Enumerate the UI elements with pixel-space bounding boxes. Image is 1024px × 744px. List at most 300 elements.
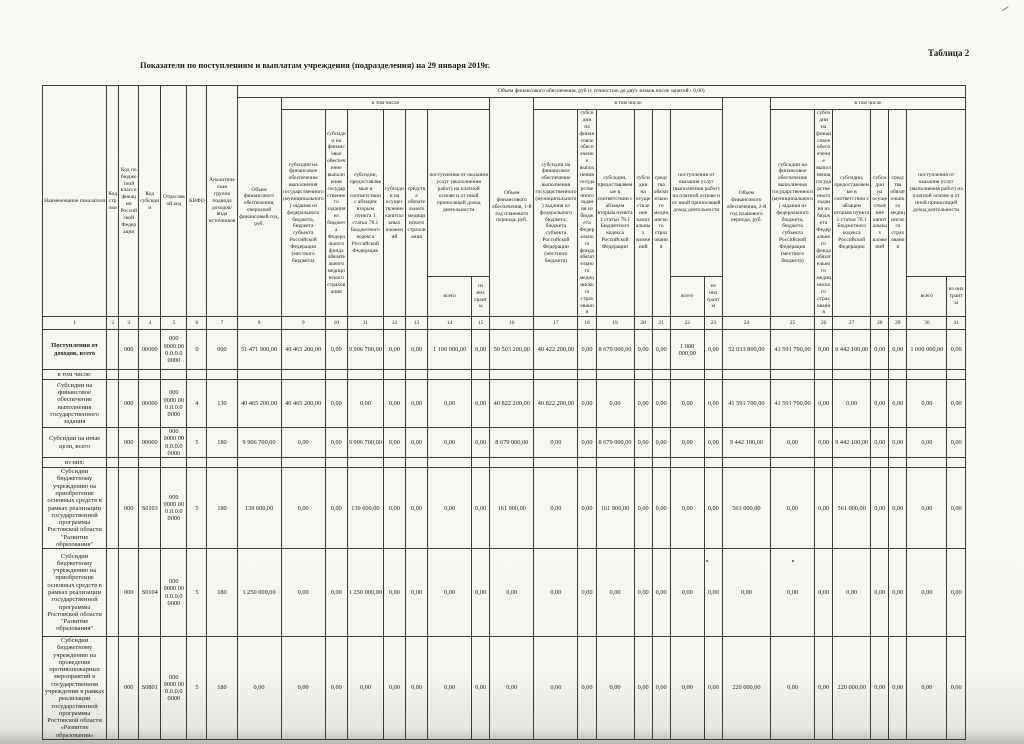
value-cell: 0,00 — [889, 549, 907, 637]
value-cell — [281, 458, 325, 468]
value-cell — [107, 468, 119, 549]
row-name-cell: из них: — [43, 458, 107, 468]
header-sub-781-1: субсидии, предоставляемые в соответствии с абзацем вторым пункта 1 статьи 78.1 Бюджетного кодекса Российской Федерации — [347, 110, 383, 317]
value-cell: 161 900,00 — [596, 468, 634, 549]
value-cell: 0,00 — [722, 549, 770, 637]
value-cell — [119, 458, 139, 468]
value-cell: 0,00 — [770, 468, 814, 549]
value-cell: 0,00 — [907, 428, 947, 458]
value-cell — [907, 370, 947, 380]
value-cell: 0,00 — [383, 330, 405, 370]
header-sub-kap-2: субсидии на осуществление капитальных вложений — [634, 110, 652, 317]
value-cell: 000 0000 00 0.0.0.0 0000 — [161, 380, 187, 428]
value-cell: 180 — [207, 549, 237, 637]
value-cell: 00000 — [139, 428, 161, 458]
column-number: 22 — [670, 317, 704, 330]
value-cell: 0,00 — [347, 637, 383, 740]
value-cell: 000 — [119, 380, 139, 428]
value-cell — [596, 370, 634, 380]
column-number: 27 — [833, 317, 871, 330]
value-cell: 1 250 000,00 — [237, 549, 281, 637]
value-cell: 0,00 — [325, 380, 347, 428]
value-cell: 0 — [187, 330, 207, 370]
value-cell — [947, 370, 966, 380]
header-oms-1: средства обязательного медицинского страхования — [405, 110, 427, 317]
value-cell — [187, 370, 207, 380]
value-cell — [889, 458, 907, 468]
value-cell: 180 — [207, 637, 237, 740]
header-code-line: Код строки — [107, 86, 119, 317]
header-sub-kap-1: субсидии на осуществление капитальных вложений — [383, 110, 405, 317]
value-cell: 0,00 — [871, 330, 889, 370]
column-number: 2 — [107, 317, 119, 330]
value-cell — [428, 370, 472, 380]
header-name: Наименование показателя — [43, 86, 107, 317]
row-name-cell: Поступления от доходов, всего — [43, 330, 107, 370]
value-cell: 41 591 700,00 — [770, 380, 814, 428]
value-cell: 0,00 — [704, 637, 722, 740]
value-cell: 0,00 — [428, 428, 472, 458]
column-number: 13 — [405, 317, 427, 330]
value-cell — [161, 458, 187, 468]
column-number: 29 — [889, 317, 907, 330]
value-cell: 0,00 — [281, 549, 325, 637]
value-cell: 0,00 — [383, 637, 405, 740]
value-cell: 0,00 — [670, 549, 704, 637]
value-cell — [490, 458, 534, 468]
column-number: 1 — [43, 317, 107, 330]
value-cell — [325, 458, 347, 468]
section-row — [43, 370, 966, 380]
value-cell — [187, 458, 207, 468]
value-cell: 139 600,00 — [347, 468, 383, 549]
column-number: 6 — [187, 317, 207, 330]
value-cell: 0,00 — [652, 380, 670, 428]
value-cell — [670, 458, 704, 468]
value-cell — [704, 370, 722, 380]
value-cell: 40 465 200,00 — [237, 380, 281, 428]
value-cell: 0,00 — [634, 380, 652, 428]
header-in-total-2: в том числе — [534, 98, 723, 110]
column-numbers-row — [43, 317, 966, 330]
value-cell: 0,00 — [472, 637, 490, 740]
value-cell — [237, 458, 281, 468]
value-cell — [871, 458, 889, 468]
value-cell: 9 442 100,00 — [833, 428, 871, 458]
value-cell: 0,00 — [578, 428, 596, 458]
value-cell: 0,00 — [405, 549, 427, 637]
value-cell: 0,00 — [281, 428, 325, 458]
column-number: 9 — [281, 317, 325, 330]
value-cell: 9 442 100,00 — [722, 428, 770, 458]
value-cell — [119, 370, 139, 380]
value-cell: 0,00 — [907, 637, 947, 740]
value-cell: 0,00 — [347, 380, 383, 428]
header-kbk: Код по бюджетной классификации Российской Федерации — [119, 86, 139, 317]
header-grants-2: из них гранты — [704, 276, 722, 316]
value-cell: 52 033 800,00 — [722, 330, 770, 370]
value-cell: 0,00 — [815, 428, 833, 458]
value-cell: 8 679 000,00 — [490, 428, 534, 458]
value-cell: 41 591 700,00 — [770, 330, 814, 370]
row-name-cell: Субсидии бюджетному учреждению на проведение противопожарных мероприятий в государственном учреждении в рамках реализации государственной программы Ростовской области «Развитие образования» — [43, 637, 107, 740]
value-cell: 0,00 — [634, 330, 652, 370]
value-cell — [815, 458, 833, 468]
value-cell: 0,00 — [815, 330, 833, 370]
section-row — [43, 458, 966, 468]
value-cell — [815, 370, 833, 380]
value-cell: 130 — [207, 380, 237, 428]
value-cell: 0,00 — [833, 380, 871, 428]
value-cell: 000 0000 00 0.0.0.0 0000 — [161, 637, 187, 740]
header-oms-3: средства обязательного медицинского страхования — [889, 110, 907, 317]
value-cell — [578, 458, 596, 468]
value-cell — [578, 370, 596, 380]
value-cell: 0,00 — [237, 637, 281, 740]
value-cell: 0,00 — [670, 380, 704, 428]
row-name-cell: Субсидии бюджетному учреждению на приобретение основных средств в рамках реализации государственной программы Ростовской области "Развитие образования" — [43, 549, 107, 637]
value-cell — [472, 458, 490, 468]
header-paid-1: поступления от оказания услуг (выполнения работ) на платной основе и от иной приносящей доход деятельности — [428, 110, 490, 277]
value-cell: 0,00 — [405, 380, 427, 428]
value-cell: 0,00 — [405, 468, 427, 549]
value-cell: 8 679 000,00 — [596, 428, 634, 458]
header-grants-3: из них гранты — [947, 276, 966, 316]
value-cell: 0,00 — [947, 428, 966, 458]
header-sub-gz-3: субсидии на финансовое обеспечение выполнения государственного (муниципального) задания из федерального бюджета, бюджета субъекта Российской Федерации (местного бюджета) — [770, 110, 814, 317]
value-cell: 0,00 — [428, 637, 472, 740]
value-cell: 9 906 700,00 — [347, 428, 383, 458]
column-number: 4 — [139, 317, 161, 330]
value-cell — [383, 370, 405, 380]
value-cell: 0,00 — [704, 468, 722, 549]
value-cell — [907, 458, 947, 468]
value-cell: 0,00 — [578, 468, 596, 549]
value-cell — [207, 370, 237, 380]
value-cell: 0,00 — [907, 380, 947, 428]
header-total-3: всего — [907, 276, 947, 316]
value-cell: 0,00 — [428, 468, 472, 549]
value-cell — [383, 458, 405, 468]
column-number: 25 — [770, 317, 814, 330]
value-cell: 000 — [119, 330, 139, 370]
value-cell — [107, 637, 119, 740]
table-body — [43, 330, 966, 740]
value-cell — [889, 370, 907, 380]
value-cell: 1 000 000,00 — [670, 330, 704, 370]
value-cell — [347, 370, 383, 380]
value-cell — [833, 370, 871, 380]
value-cell: 40 822 200,00 — [490, 380, 534, 428]
header-sub-781-3: субсидии, предоставляемые в соответствии с абзацем вторым пункта 1 статьи 78.1 Бюджетного кодекса Российской Федерации — [833, 110, 871, 317]
table-header — [43, 86, 966, 330]
column-number: 15 — [472, 317, 490, 330]
value-cell: 0,00 — [652, 549, 670, 637]
header-kvfo: КВФО — [187, 86, 207, 317]
value-cell: 1 250 000,00 — [347, 549, 383, 637]
value-cell — [107, 458, 119, 468]
value-cell: 0,00 — [871, 549, 889, 637]
value-cell: 0,00 — [670, 428, 704, 458]
value-cell: 0,00 — [405, 637, 427, 740]
value-cell: 0,00 — [815, 549, 833, 637]
value-cell: 0,00 — [815, 468, 833, 549]
value-cell — [325, 370, 347, 380]
value-cell: 5 — [187, 637, 207, 740]
value-cell: 0,00 — [534, 428, 578, 458]
value-cell: 0,00 — [815, 380, 833, 428]
row-name-cell: Субсидии на иные цели, всего — [43, 428, 107, 458]
header-subsidy-code: Код субсидии — [139, 86, 161, 317]
table-row — [43, 428, 966, 458]
value-cell: 0,00 — [947, 468, 966, 549]
value-cell: 0,00 — [634, 468, 652, 549]
value-cell: 8 679 000,00 — [596, 330, 634, 370]
header-sub-gz-oms-2: субсидии на финансовое обеспечение выполнения государственного задания из бюджета Федерального фонда обязательного медицинского страхования — [579, 110, 595, 316]
header-grants-1: из них гранты — [472, 276, 490, 316]
value-cell: 0,00 — [383, 380, 405, 428]
value-cell: 0,00 — [770, 428, 814, 458]
value-cell: 0,00 — [428, 380, 472, 428]
value-cell: 0,00 — [704, 549, 722, 637]
value-cell: 9 906 700,00 — [237, 428, 281, 458]
value-cell: 0,00 — [770, 549, 814, 637]
value-cell: 000 — [119, 549, 139, 637]
column-number: 24 — [722, 317, 770, 330]
column-number: 21 — [652, 317, 670, 330]
column-number: 19 — [596, 317, 634, 330]
value-cell: 0,00 — [871, 468, 889, 549]
header-industry-code: Отраслевой код — [161, 86, 187, 317]
value-cell — [704, 458, 722, 468]
column-number: 20 — [634, 317, 652, 330]
value-cell: 0,00 — [325, 330, 347, 370]
value-cell: 0,00 — [490, 549, 534, 637]
row-name-cell: Субсидии бюджетному учреждению на приобретение основных средств в рамках реализации государственной программы Ростовской области "Развитие образования" — [43, 468, 107, 549]
value-cell: 000 — [119, 428, 139, 458]
header-paid-2: поступления от оказания услуг (выполнения работ) на платной основе и от иной приносящей доход деятельности — [670, 110, 722, 277]
value-cell: 0,00 — [634, 637, 652, 740]
value-cell: 0,00 — [889, 330, 907, 370]
value-cell: 0,00 — [634, 428, 652, 458]
value-cell — [107, 380, 119, 428]
value-cell: 0,00 — [405, 330, 427, 370]
value-cell: 220 000,00 — [833, 637, 871, 740]
value-cell: 0,00 — [871, 637, 889, 740]
value-cell — [107, 549, 119, 637]
column-number: 23 — [704, 317, 722, 330]
value-cell: 0,00 — [472, 428, 490, 458]
value-cell: 0,00 — [652, 330, 670, 370]
value-cell — [347, 458, 383, 468]
value-cell: 0,00 — [670, 637, 704, 740]
header-sub-781-2: субсидии, предоставляемые в соответствии с абзацем вторым пункта 1 статьи 78.1 Бюджетного кодекса Российской Федерации — [596, 110, 634, 317]
value-cell: 0,00 — [383, 549, 405, 637]
value-cell: 0,00 — [889, 380, 907, 428]
table-row — [43, 549, 966, 637]
table-row — [43, 637, 966, 740]
header-in-total-1: в том числе — [281, 98, 490, 110]
table-row — [43, 468, 966, 549]
value-cell: 4 — [187, 380, 207, 428]
value-cell — [139, 458, 161, 468]
value-cell: 0,00 — [325, 549, 347, 637]
value-cell — [107, 330, 119, 370]
value-cell: 0,00 — [871, 428, 889, 458]
value-cell: 000 0000 00 0.0.0.0 0000 — [161, 549, 187, 637]
header-in-total-3: в том числе — [770, 98, 965, 110]
finance-table — [42, 85, 966, 740]
value-cell: 000 — [207, 330, 237, 370]
value-cell — [281, 370, 325, 380]
column-number: 3 — [119, 317, 139, 330]
value-cell: 161 900,00 — [490, 468, 534, 549]
value-cell — [634, 458, 652, 468]
column-number: 28 — [871, 317, 889, 330]
value-cell: 0,00 — [815, 637, 833, 740]
value-cell: 40 422 200,00 — [534, 330, 578, 370]
value-cell: 000 0000 00 0.0.0.0 0000 — [161, 468, 187, 549]
value-cell: 561 000,00 — [833, 468, 871, 549]
header-sub-gz-1: субсидии на финансовое обеспечение выполнения государственного (муниципального) задания из федерального бюджета, бюджета субъекта Российской Федерации (местного бюджета) — [281, 110, 325, 317]
value-cell: 0,00 — [578, 380, 596, 428]
value-cell: 0,00 — [770, 637, 814, 740]
value-cell — [833, 458, 871, 468]
value-cell: 40 822 200,00 — [534, 380, 578, 428]
value-cell: 0,00 — [871, 380, 889, 428]
row-name-cell: Субсидии на финансовое обеспечение выполнения государственного задания — [43, 380, 107, 428]
value-cell: 220 000,00 — [722, 637, 770, 740]
header-sub-gz-oms-3: субсидии на финансовое обеспечение выполнения государственного задания из бюджета Федерального фонда обязательного медицинского страхования — [816, 110, 832, 316]
value-cell — [405, 370, 427, 380]
table-row — [43, 330, 966, 370]
value-cell: 0,00 — [704, 380, 722, 428]
column-number: 10 — [325, 317, 347, 330]
value-cell — [634, 370, 652, 380]
value-cell: 0,00 — [281, 468, 325, 549]
value-cell: 5 — [187, 468, 207, 549]
header-volume-year2: Объем финансового обеспечения, 2-й год планового периода, руб. — [722, 98, 770, 317]
value-cell: 139 600,00 — [237, 468, 281, 549]
value-cell: 0,00 — [472, 330, 490, 370]
value-cell: 0,00 — [325, 468, 347, 549]
page-title: Показатели по поступлениям и выплатам учреждения (подразделения) на 29 января 2019г. — [140, 60, 490, 70]
value-cell — [428, 458, 472, 468]
header-volume-current: Объем финансового обеспечения, очередной финансовый год, руб. — [237, 98, 281, 317]
value-cell: S0801 — [139, 637, 161, 740]
value-cell: 0,00 — [704, 330, 722, 370]
column-number: 17 — [534, 317, 578, 330]
row-name-cell: в том числе: — [43, 370, 107, 380]
value-cell: 0,00 — [947, 380, 966, 428]
value-cell: 50 503 200,00 — [490, 330, 534, 370]
value-cell: 9 442 100,00 — [833, 330, 871, 370]
value-cell: S0104 — [139, 549, 161, 637]
value-cell — [534, 370, 578, 380]
value-cell: 0,00 — [383, 428, 405, 458]
value-cell: 180 — [207, 468, 237, 549]
value-cell: 0,00 — [947, 549, 966, 637]
table-label: Таблица 2 — [928, 48, 970, 58]
value-cell: 0,00 — [472, 468, 490, 549]
column-number: 16 — [490, 317, 534, 330]
value-cell: 0,00 — [578, 637, 596, 740]
value-cell — [161, 370, 187, 380]
table-row — [43, 380, 966, 428]
column-number: 5 — [161, 317, 187, 330]
value-cell: 00000 — [139, 380, 161, 428]
value-cell: 0,00 — [652, 637, 670, 740]
value-cell: 0,00 — [428, 549, 472, 637]
value-cell: 5 — [187, 428, 207, 458]
column-number: 31 — [947, 317, 966, 330]
value-cell: 000 0000 00 0.0.0.0 0000 — [161, 428, 187, 458]
value-cell — [652, 370, 670, 380]
value-cell: 0,00 — [472, 380, 490, 428]
value-cell — [139, 370, 161, 380]
header-total-2: всего — [670, 276, 704, 316]
column-number: 26 — [815, 317, 833, 330]
value-cell: 0,00 — [889, 428, 907, 458]
header-spanning: Объем финансового обеспечения, руб (с точностью до двух знаков после запятой - 0,00) — [237, 86, 966, 98]
value-cell — [490, 370, 534, 380]
value-cell — [947, 458, 966, 468]
value-cell: 000 — [119, 637, 139, 740]
value-cell: 41 591 700,00 — [722, 380, 770, 428]
value-cell — [770, 370, 814, 380]
value-cell — [722, 370, 770, 380]
header-analytic-group: Аналитическая группа подвида доходов/ вида источников — [207, 86, 237, 317]
value-cell — [237, 370, 281, 380]
value-cell: 1 000 000,00 — [907, 330, 947, 370]
value-cell: 0,00 — [325, 428, 347, 458]
value-cell: 0,00 — [383, 468, 405, 549]
column-number: 14 — [428, 317, 472, 330]
column-number: 11 — [347, 317, 383, 330]
value-cell: 0,00 — [889, 468, 907, 549]
column-number: 8 — [237, 317, 281, 330]
value-cell — [670, 370, 704, 380]
value-cell: 0,00 — [325, 637, 347, 740]
value-cell: S0103 — [139, 468, 161, 549]
column-number: 12 — [383, 317, 405, 330]
header-sub-kap-3: субсидии на осуществление капитальных вложений — [871, 110, 889, 317]
value-cell: 0,00 — [534, 549, 578, 637]
value-cell: 0,00 — [907, 549, 947, 637]
header-paid-3: поступления от оказания услуг (выполнения работ) на платной основе и от иной приносящей доход деятельности — [907, 110, 966, 277]
value-cell — [596, 458, 634, 468]
value-cell: 0,00 — [490, 637, 534, 740]
value-cell — [722, 458, 770, 468]
header-sub-gz-oms-1: субсидии на финансовое обеспечение выполнения государственного задания из бюджета Федерального фонда обязательного медицинского страхования — [325, 110, 347, 317]
value-cell: 0,00 — [578, 330, 596, 370]
value-cell: 0,00 — [947, 330, 966, 370]
value-cell: 0,00 — [889, 637, 907, 740]
header-volume-year1: Объем финансового обеспечения, 1-й год планового периода, руб. — [490, 98, 534, 317]
value-cell — [107, 428, 119, 458]
value-cell: 40 465 200,00 — [281, 330, 325, 370]
value-cell: 180 — [207, 428, 237, 458]
header-sub-gz-2: субсидии на финансовое обеспечение выполнения государственного (муниципального) задания из федерального бюджета, бюджета субъекта Российской Федерации (местного бюджета) — [534, 110, 578, 317]
value-cell: 0,00 — [652, 428, 670, 458]
value-cell: 0,00 — [281, 637, 325, 740]
column-number: 18 — [578, 317, 596, 330]
value-cell — [871, 370, 889, 380]
value-cell: 0,00 — [534, 468, 578, 549]
value-cell: 0,00 — [704, 428, 722, 458]
value-cell: 0,00 — [652, 468, 670, 549]
value-cell: 0,00 — [596, 380, 634, 428]
